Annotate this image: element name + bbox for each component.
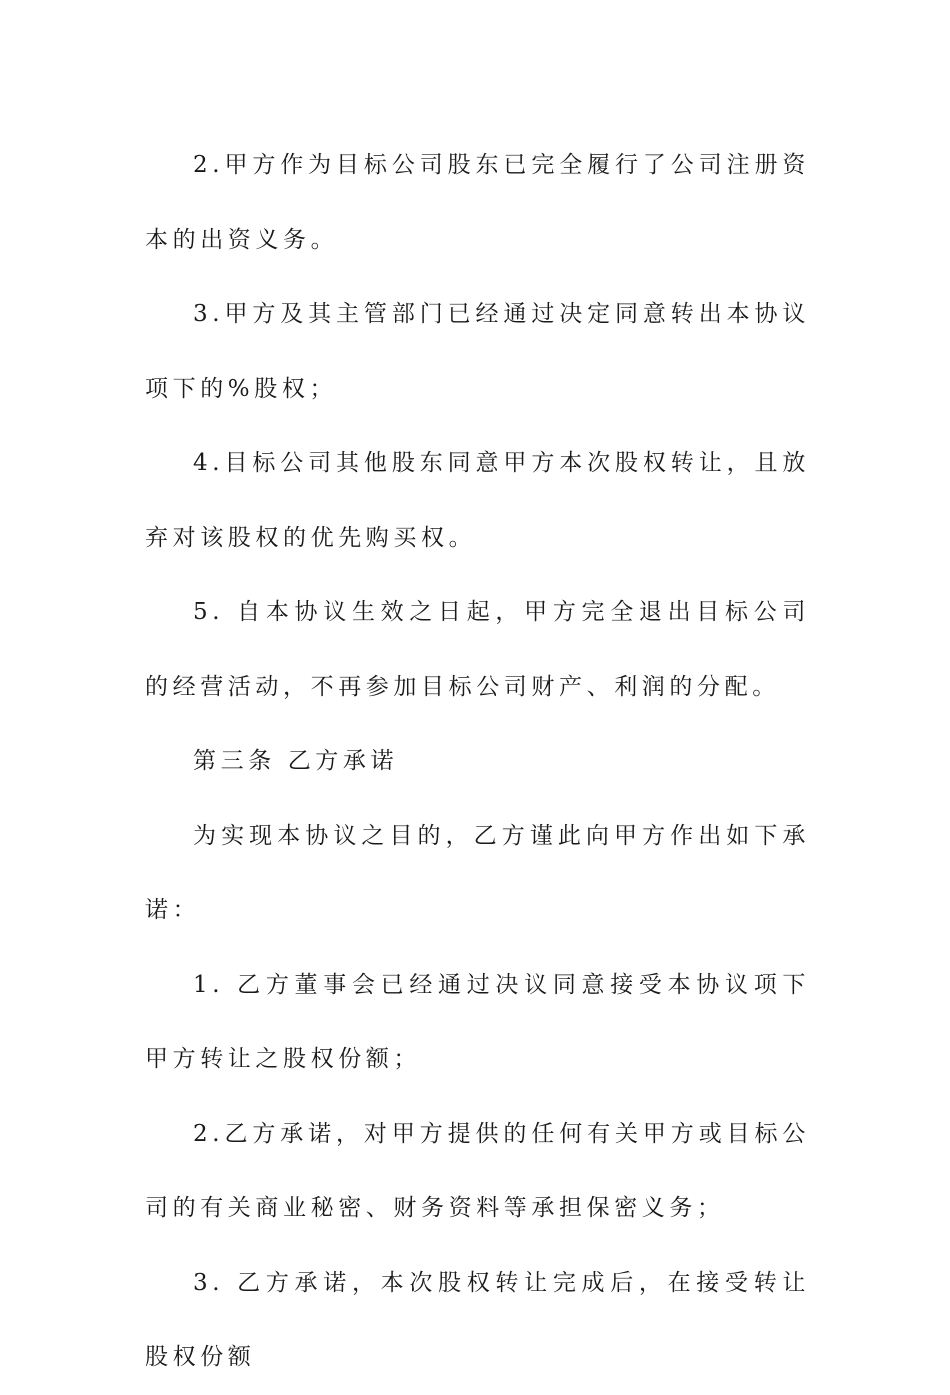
paragraph-clause-5: 5. 自本协议生效之日起，甲方完全退出目标公司的经营活动，不再参加目标公司财产、利润的分配。 (145, 599, 810, 700)
paragraph-party-b-3: 3. 乙方承诺，本次股权转让完成后，在接受转让股权份额 (145, 1269, 810, 1370)
paragraph-clause-4: 4.目标公司其他股东同意甲方本次股权转让，且放弃对该股权的优先购买权。 (145, 450, 810, 551)
paragraph-intro: 为实现本协议之目的，乙方谨此向甲方作出如下承诺： (145, 822, 810, 923)
paragraph-party-b-2: 2.乙方承诺，对甲方提供的任何有关甲方或目标公司的有关商业秘密、财务资料等承担保密义务； (145, 1120, 810, 1221)
paragraph-party-b-1: 1. 乙方董事会已经通过决议同意接受本协议项下甲方转让之股权份额； (145, 971, 810, 1072)
paragraph-clause-2: 2.甲方作为目标公司股东已完全履行了公司注册资本的出资义务。 (145, 152, 810, 253)
document-body (145, 128, 810, 1395)
section-heading-article-3: 第三条 乙方承诺 (193, 748, 399, 774)
paragraph-clause-3: 3.甲方及其主管部门已经通过决定同意转出本协议项下的%股权； (145, 301, 810, 402)
